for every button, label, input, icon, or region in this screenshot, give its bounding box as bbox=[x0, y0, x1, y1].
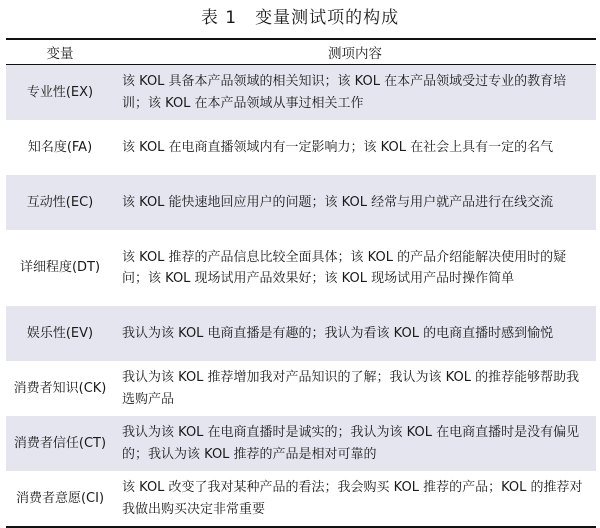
variable-cell: 详细程度(DT) bbox=[6, 230, 114, 306]
content-cell: 该 KOL 能快速地回应用户的问题；该 KOL 经常与用户就产品进行在线交流 bbox=[114, 175, 596, 230]
table-row bbox=[6, 416, 596, 471]
table-row bbox=[6, 230, 596, 306]
header-content: 测项内容 bbox=[114, 39, 596, 65]
table-row bbox=[6, 65, 596, 121]
variable-cell: 专业性(EX) bbox=[6, 65, 114, 121]
table-title: 表 1 变量测试项的构成 bbox=[200, 8, 400, 28]
table-row bbox=[6, 306, 596, 361]
header-variable: 变量 bbox=[6, 39, 114, 65]
variable-cell: 娱乐性(EV) bbox=[6, 306, 114, 361]
variables-table bbox=[6, 38, 596, 528]
content-cell: 该 KOL 在电商直播领域内有一定影响力；该 KOL 在社会上具有一定的名气 bbox=[114, 120, 596, 175]
table-row bbox=[6, 120, 596, 175]
variable-cell: 知名度(FA) bbox=[6, 120, 114, 175]
table-header-row bbox=[6, 39, 596, 65]
variable-cell: 消费者信任(CT) bbox=[6, 416, 114, 471]
variable-cell: 消费者意愿(CI) bbox=[6, 471, 114, 527]
variable-cell: 消费者知识(CK) bbox=[6, 361, 114, 416]
table-row bbox=[6, 175, 596, 230]
table-row bbox=[6, 361, 596, 416]
content-cell: 该 KOL 改变了我对某种产品的看法；我会购买 KOL 推荐的产品；KOL 的推荐对我做出购买决定非常重要 bbox=[114, 471, 596, 527]
content-cell: 该 KOL 推荐的产品信息比较全面具体；该 KOL 的产品介绍能解决使用时的疑问；该 KOL 现场试用产品效果好；该 KOL 现场试用产品时操作简单 bbox=[114, 230, 596, 306]
content-cell: 我认为该 KOL 电商直播是有趣的；我认为看该 KOL 的电商直播时感到愉悦 bbox=[114, 306, 596, 361]
content-cell: 我认为该 KOL 在电商直播时是诚实的；我认为该 KOL 在电商直播时是没有偏见的；我认为该 KOL 推荐的产品是相对可靠的 bbox=[114, 416, 596, 471]
table-row bbox=[6, 471, 596, 527]
content-cell: 该 KOL 具备本产品领域的相关知识；该 KOL 在本产品领域受过专业的教育培训；该 KOL 在本产品领域从事过相关工作 bbox=[114, 65, 596, 121]
content-cell: 我认为该 KOL 推荐增加我对产品知识的了解；我认为该 KOL 的推荐能够帮助我选购产品 bbox=[114, 361, 596, 416]
variable-cell: 互动性(EC) bbox=[6, 175, 114, 230]
